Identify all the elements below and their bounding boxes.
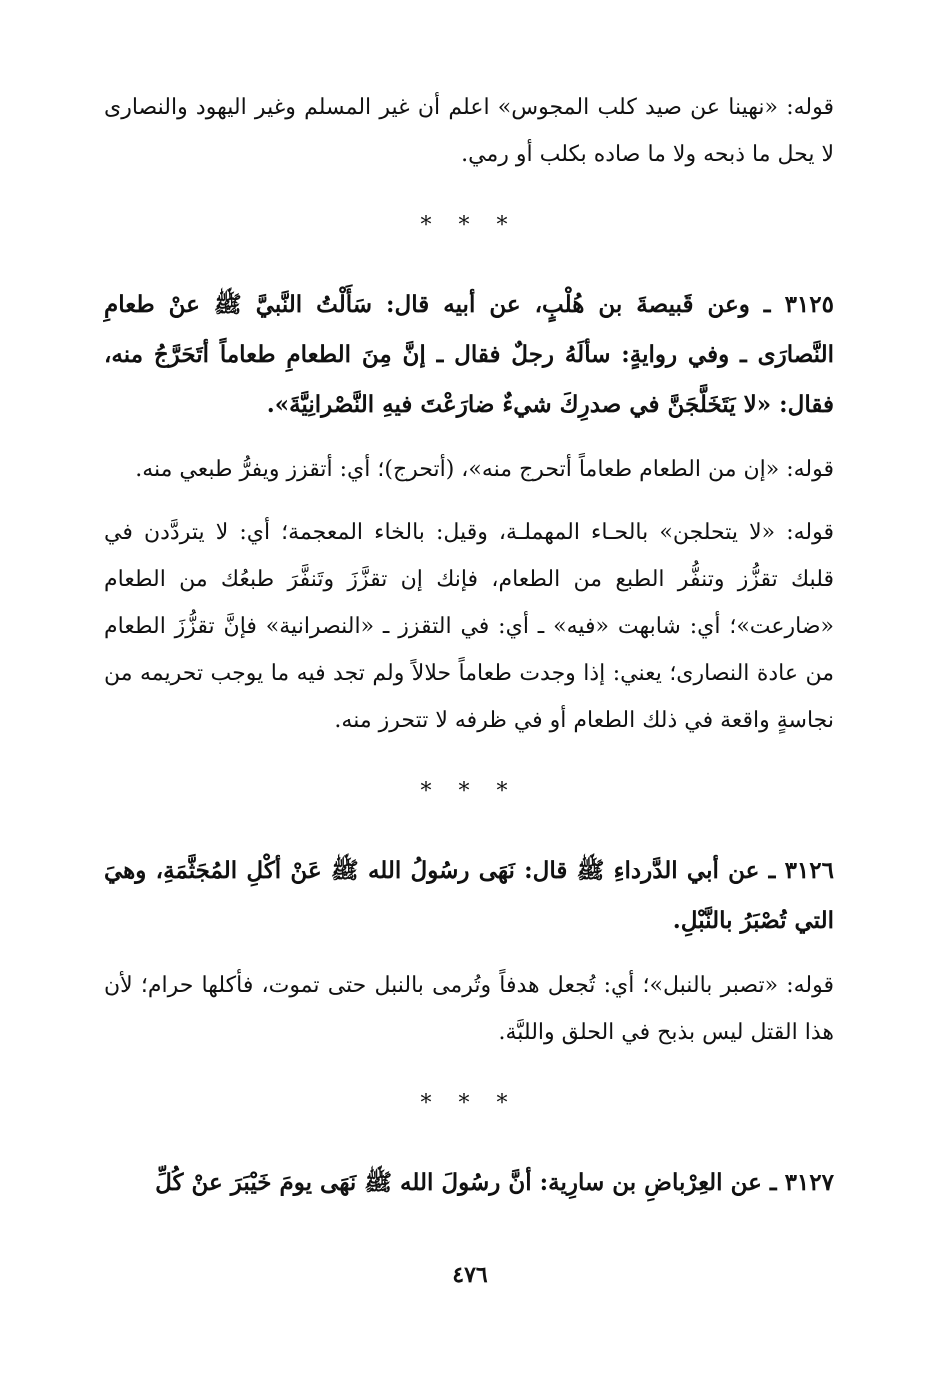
- commentary-paragraph-3: قوله: «لا يتحلجن» بالحـاء المهملـة، وقيل: بالخاء المعجمة؛ أي: لا يتردَّدن في قلبك تقزُّز وتنفُّر الطبع من الطعام، فإنك إن تقزَّزَ وتَنفَّرَ طبعُك من الطعام «ضارعت»؛ أي: شابهت «فيه» ـ أي: في التقزز ـ «النصرانية» فإنَّ تقزُّزَ الطعام من عادة النصارى؛ يعني: إذا وجدت طعاماً حلالاً ولم تجد فيه ما يوجب تحريمه من نجاسةٍ واقعة في ذلك الطعام أو في ظرفه لا تتحرز منه.: [104, 520, 834, 733]
- commentary-paragraph-4: قوله: «تصبر بالنبل»؛ أي: تُجعل هدفاً وتُرمى بالنبل حتى تموت، فأكلها حرام؛ لأن هذا القتل ليس بذبح في الحلق واللبَّة.: [104, 973, 834, 1045]
- commentary-paragraph-2: قوله: «إن من الطعام طعاماً أتحرج منه»، (أتحرج)؛ أي: أتقزز ويفرُّ طبعي منه.: [135, 457, 834, 482]
- section-separator-1: * * *: [420, 213, 518, 238]
- commentary-paragraph-1: قوله: «نهينا عن صيد كلب المجوس» اعلم أن غير المسلم وغير اليهود والنصارى لا يحل ما ذبحه ولا ما صاده بكلب أو رمي.: [104, 95, 834, 167]
- hadith-3125: ٣١٢٥ ـ وعن قَبيصةَ بن هُلْبٍ، عن أبيه قال: سَأَلْتُ النَّبيَّ ﷺ عنْ طعامِ النَّصارَى ـ وفي روايةٍ: سألَهُ رجلٌ فقال ـ إنَّ مِنَ الطعامِ طعاماً أتَحَرَّجُ منه، فقال: «لا يَتَخَلَّجَنَّ في صدرِكَ شيءٌ ضارَعْتَ فيهِ النَّصْرانِيَّةَ».: [104, 291, 834, 418]
- page-body: [104, 84, 834, 1208]
- hadith-3126: ٣١٢٦ ـ عن أبي الدَّرداءِ ﷺ قال: نَهَى رسُولُ الله ﷺ عَنْ أكْلِ المُجَثَّمَةِ، وهيَ التي تُصْبَرُ بالنَّبْلِ.: [104, 857, 834, 934]
- page-number: ٤٧٦: [452, 1262, 488, 1288]
- section-separator-2: * * *: [420, 779, 518, 804]
- section-separator-3: * * *: [420, 1091, 518, 1116]
- hadith-3127: ٣١٢٧ ـ عن العِرْباضِ بن سارِية: أنَّ رسُولَ الله ﷺ نَهَى يومَ خَيْبَرَ عنْ كُلِّ: [155, 1169, 834, 1196]
